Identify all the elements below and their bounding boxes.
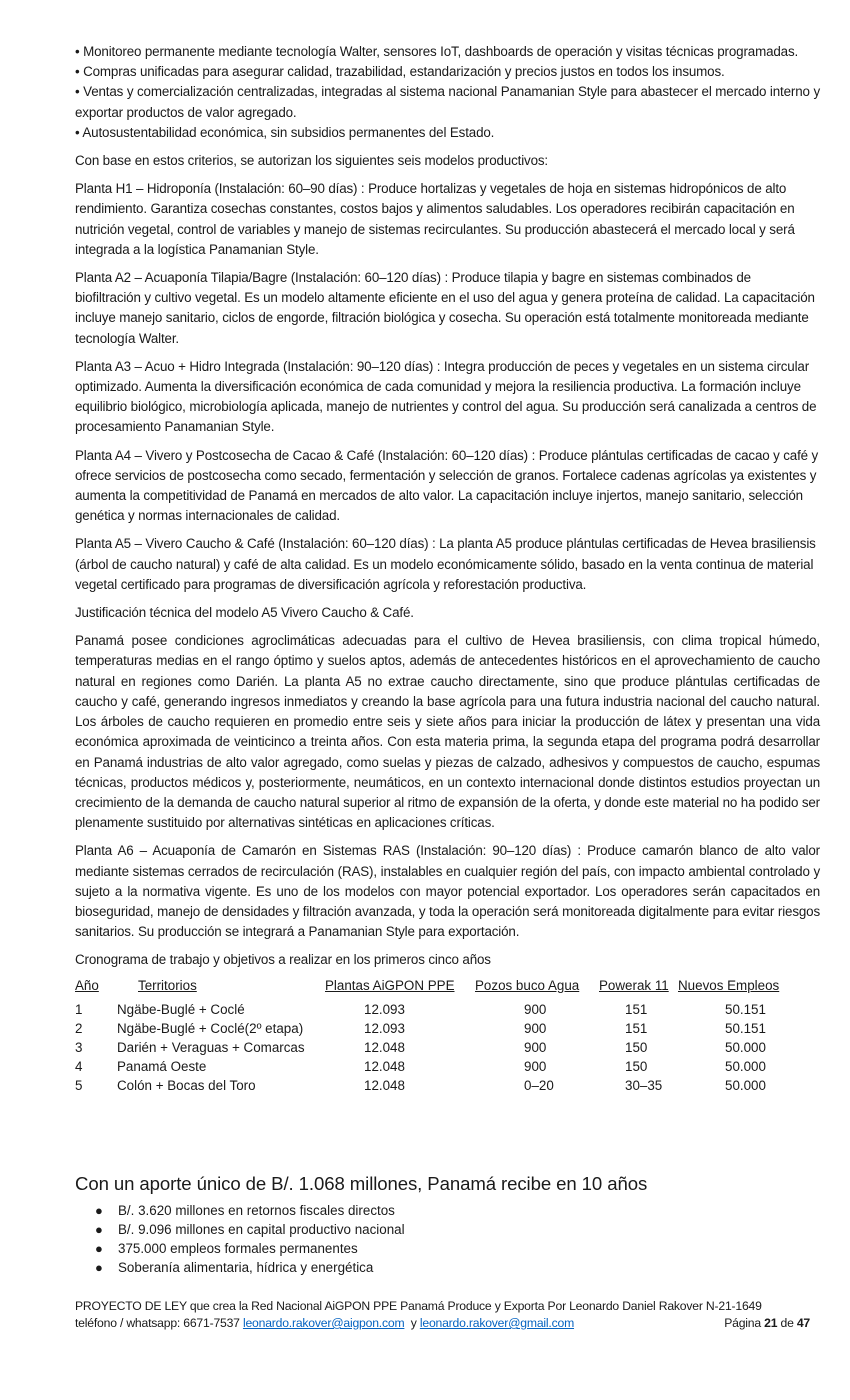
cell-wells: 900	[524, 1058, 547, 1074]
table-row	[75, 1040, 820, 1059]
list-item-text: B/. 3.620 millones en retornos fiscales directos	[118, 1203, 395, 1218]
cell-year: 4	[75, 1058, 83, 1074]
cell-plants: 12.048	[364, 1077, 405, 1093]
cell-wells: 900	[524, 1001, 547, 1017]
table-row	[75, 1078, 820, 1097]
plant-a2-paragraph: Planta A2 – Acuaponía Tilapia/Bagre (Instalación: 60–120 días) : Produce tilapia y bagre en sistemas combinados de biofiltración y cultivo vegetal. Es un modelo altamente eficiente en el uso del agua y genera proteína de calidad. La capacitación incluye manejo sanitario, ciclos de engorde, filtración biológica y cosecha. Su operación está totalmente monitoreada mediante tecnología Walter.	[75, 270, 815, 346]
plant-a3-paragraph: Planta A3 – Acuo + Hidro Integrada (Instalación: 90–120 días) : Integra producción de peces y vegetales en un sistema circular optimizado. Aumenta la diversificación económica de cada comunidad y mejora la resiliencia productiva. La formación incluye equilibrio biológico, microbiología aplicada, manejo de nutrientes y control del agua. Su producción será canalizada a centros de procesamiento Panamanian Style.	[75, 358, 817, 435]
table-header-row	[75, 978, 820, 997]
schedule-table	[75, 978, 820, 1098]
criteria-bullet: • Compras unificadas para asegurar calidad, trazabilidad, estandarización y precios justos en todos los insumos.	[75, 64, 725, 80]
cell-powerak: 30–35	[625, 1077, 663, 1093]
cell-powerak: 151	[625, 1020, 648, 1036]
cell-year: 3	[75, 1039, 83, 1055]
cell-wells: 900	[524, 1039, 547, 1055]
cell-year: 5	[75, 1077, 83, 1093]
cell-powerak: 150	[625, 1058, 648, 1074]
header-wells: Pozos buco Agua	[475, 977, 580, 993]
cell-territory: Ngäbe-Buglé + Coclé(2º etapa)	[117, 1020, 304, 1036]
total-pages: 47	[796, 1316, 810, 1330]
current-page: 21	[764, 1316, 778, 1330]
justification-title: Justificación técnica del modelo A5 Vivero Caucho & Café.	[75, 605, 414, 621]
cell-plants: 12.048	[364, 1058, 405, 1074]
plant-h1-paragraph: Planta H1 – Hidroponía (Instalación: 60–90 días) : Produce hortalizas y vegetales de hoja en sistemas hidropónicos de alto rendimiento. Garantiza cosechas constantes, costos bajos y alimentos saludables. Los operadores recibirán capacitación en nutrición vegetal, control de variables y manejo de sistemas recirculantes. Su producción abastecerá el mercado local y será integrada a la logística Panamanian Style.	[75, 181, 795, 257]
bullet-icon: ●	[95, 1203, 103, 1218]
plant-a5-paragraph: Planta A5 – Vivero Caucho & Café (Instalación: 60–120 días) : La planta A5 produce plántulas certificadas de Hevea brasiliensis (árbol de caucho natural) y café de alta calidad. Es un modelo económicamente sólido, basado en la venta continua de material vegetal certificado para programas de diversificación agrícola y reforestación productiva.	[75, 536, 816, 592]
list-item-text: Soberanía alimentaria, hídrica y energética	[118, 1260, 374, 1275]
cell-jobs: 50.000	[725, 1058, 766, 1074]
summary-list	[75, 1201, 405, 1277]
list-item	[75, 1220, 405, 1239]
header-plants: Plantas AiGPON PPE	[325, 977, 455, 993]
cell-jobs: 50.151	[725, 1001, 766, 1017]
list-item	[75, 1201, 405, 1220]
cell-powerak: 150	[625, 1039, 648, 1055]
document-page	[75, 42, 820, 1098]
page-footer	[75, 1298, 810, 1332]
table-row	[75, 1021, 820, 1040]
cell-territory: Panamá Oeste	[117, 1058, 207, 1074]
cell-wells: 0–20	[524, 1077, 554, 1093]
cell-plants: 12.093	[364, 1001, 405, 1017]
footer-contact	[75, 1315, 810, 1332]
cell-plants: 12.093	[364, 1020, 405, 1036]
header-territories: Territorios	[138, 977, 197, 993]
cell-plants: 12.048	[364, 1039, 405, 1055]
table-row	[75, 1002, 820, 1021]
justification-body: Panamá posee condiciones agroclimáticas adecuadas para el cultivo de Hevea brasiliensis, con clima tropical húmedo, temperaturas medias en el rango óptimo y suelos aptos, además de antecedentes históricos en el aprovechamiento de caucho natural en regiones como Darién. La planta A5 no extrae caucho directamente, sino que produce plántulas certificadas de caucho y café, generando ingresos inmediatos y creando la base agrícola para una futura industria nacional del caucho natural. Los árboles de caucho requieren en promedio entre seis y siete años para iniciar la producción de látex y presentan una vida económica aproximada de veinticinco a treinta años. Con esta materia prima, la segunda etapa del programa podrá desarrollar en Panamá industrias de alto valor agregado, como suelas y piezas de calzado, adhesivos y compuestos de caucho, espumas técnicas, productos médicos y, posteriormente, neumáticos, en un contexto internacional donde distintos estudios proyectan un crecimiento de la demanda de caucho natural superior al ritmo de expansión de la oferta, y donde este material no ha podido ser plenamente sustituido por alternativas sintéticas en aplicaciones críticas.	[75, 633, 820, 831]
plant-a4-paragraph: Planta A4 – Vivero y Postcosecha de Cacao & Café (Instalación: 60–120 días) : Produce plántulas certificadas de cacao y café y ofrece servicios de postcosecha como secado, fermentación y selección de granos. Fortalece cadenas agrícolas ya existentes y aumenta la competitividad de Panamá en mercados de alto valor. La capacitación incluye injertos, manejo sanitario, selección genética y normas internacionales de calidad.	[75, 447, 819, 524]
list-item-text: 375.000 empleos formales permanentes	[118, 1241, 358, 1256]
header-jobs: Nuevos Empleos	[678, 977, 780, 993]
intro-paragraph: Con base en estos criterios, se autorizan los siguientes seis modelos productivos:	[75, 153, 548, 169]
cell-year: 2	[75, 1020, 83, 1036]
cell-jobs: 50.000	[725, 1039, 766, 1055]
criteria-bullet: • Autosustentabilidad económica, sin subsidios permanentes del Estado.	[75, 124, 495, 140]
footer-joiner: y	[404, 1316, 420, 1330]
footer-phone: teléfono / whatsapp: 6671-7537	[75, 1316, 243, 1330]
cell-jobs: 50.000	[725, 1077, 766, 1093]
bullet-icon: ●	[95, 1222, 103, 1237]
table-row	[75, 1059, 820, 1078]
cell-territory: Ngäbe-Buglé + Coclé	[117, 1001, 245, 1017]
footer-title: PROYECTO DE LEY que crea la Red Nacional AiGPON PPE Panamá Produce y Exporta Por Leonardo Daniel Rakover N-21-1649	[75, 1299, 762, 1313]
list-item	[75, 1258, 405, 1277]
cell-jobs: 50.151	[725, 1020, 766, 1036]
criteria-bullet: • Monitoreo permanente mediante tecnología Walter, sensores IoT, dashboards de operación y visitas técnicas programadas.	[75, 44, 799, 59]
plant-a6-paragraph: Planta A6 – Acuaponía de Camarón en Sistemas RAS (Instalación: 90–120 días) : Produce camarón blanco de alto valor mediante sistemas cerrados de recirculación (RAS), instalables en cualquier región del país, con impacto ambiental controlado y sujeto a la normativa vigente. Es uno de los modelos con mayor potencial exportador. Los operadores serán capacitados en bioseguridad, manejo de densidades y filtración avanzada, y toda la operación será monitoreada digitalmente para evitar riesgos sanitarios. Su producción se integrará a Panamanian Style para exportación.	[75, 843, 820, 940]
list-item-text: B/. 9.096 millones en capital productivo nacional	[118, 1222, 405, 1237]
schedule-title: Cronograma de trabajo y objetivos a realizar en los primeros cinco años	[75, 952, 491, 968]
criteria-bullet: • Ventas y comercialización centralizadas, integradas al sistema nacional Panamanian Style para abastecer el mercado interno y exportar productos de valor agregado.	[75, 84, 820, 120]
email-link-gmail[interactable]: leonardo.rakover@gmail.com	[419, 1316, 575, 1330]
email-link-aigpon[interactable]: leonardo.rakover@aigpon.com	[242, 1316, 405, 1330]
cell-year: 1	[75, 1001, 83, 1017]
cell-wells: 900	[524, 1020, 547, 1036]
summary-heading: Con un aporte único de B/. 1.068 millones, Panamá recibe en 10 años	[75, 1173, 648, 1194]
cell-powerak: 151	[625, 1001, 648, 1017]
cell-territory: Darién + Veraguas + Comarcas	[117, 1039, 305, 1055]
cell-territory: Colón + Bocas del Toro	[117, 1077, 256, 1093]
list-item	[75, 1239, 405, 1258]
bullet-icon: ●	[95, 1260, 103, 1275]
header-powerak: Powerak 11	[599, 977, 669, 993]
header-year: Año	[75, 977, 99, 993]
page-number: Página 21 de 47	[724, 1316, 810, 1330]
bullet-icon: ●	[95, 1241, 103, 1256]
